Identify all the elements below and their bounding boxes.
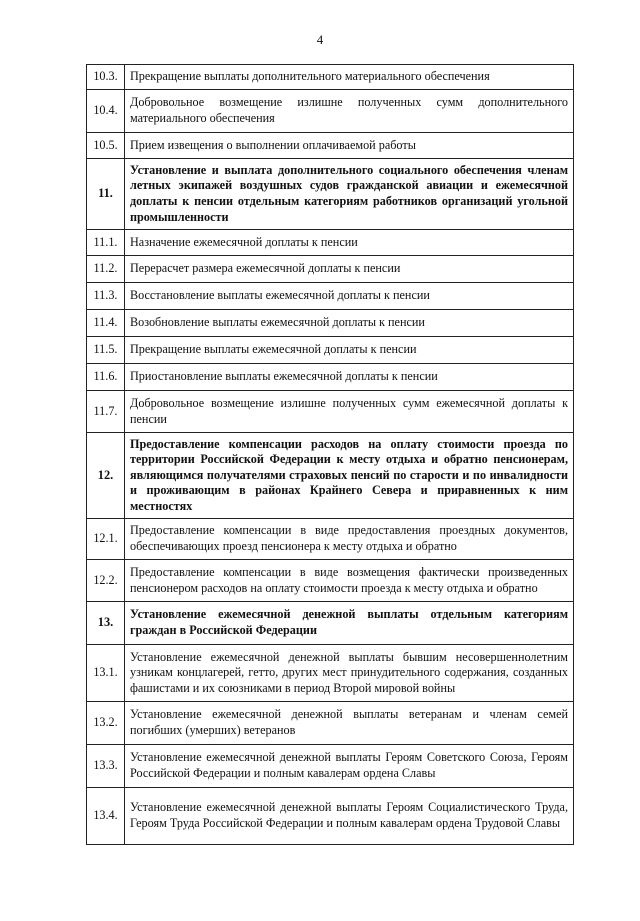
table-row xyxy=(87,364,574,391)
table-row xyxy=(87,560,574,602)
row-text: Назначение ежемесячной доплаты к пенсии xyxy=(125,230,574,256)
row-number: 13.3. xyxy=(87,745,125,788)
row-text: Прекращение выплаты ежемесячной доплаты к пенсии xyxy=(125,337,574,364)
table-row xyxy=(87,133,574,159)
row-text: Установление и выплата дополнительного социального обеспечения членам летных экипажей воздушных судов гражданской авиации и ежемесячной доплаты к пенсии отдельным категориям работников организаций угольной промышленности xyxy=(125,159,574,230)
table-row xyxy=(87,310,574,337)
table-row xyxy=(87,90,574,133)
row-number: 10.3. xyxy=(87,65,125,90)
row-text: Восстановление выплаты ежемесячной доплаты к пенсии xyxy=(125,283,574,310)
page-number: 4 xyxy=(316,32,324,47)
row-number: 11.1. xyxy=(87,230,125,256)
section-row xyxy=(87,602,574,645)
row-text: Приостановление выплаты ежемесячной доплаты к пенсии xyxy=(125,364,574,391)
row-text: Установление ежемесячной денежной выплаты Героям Социалистического Труда, Героям Труда Российской Федерации и полным кавалерам ордена Трудовой Славы xyxy=(125,788,574,845)
row-text: Установление ежемесячной денежной выплаты бывшим несовершеннолетним узникам концлагерей, гетто, других мест принудительного содержания, созданных фашистами и их союзниками в период Второй мировой войны xyxy=(125,645,574,702)
table-row xyxy=(87,519,574,560)
row-number: 13.2. xyxy=(87,702,125,745)
row-text: Прием извещения о выполнении оплачиваемой работы xyxy=(125,133,574,159)
row-text: Добровольное возмещение излишне полученных сумм дополнительного материального обеспечения xyxy=(125,90,574,133)
row-text: Предоставление компенсации в виде возмещения фактически произведенных пенсионером расходов на оплату стоимости проезда к месту отдыха и обратно xyxy=(125,560,574,602)
table-row xyxy=(87,337,574,364)
row-number: 11.3. xyxy=(87,283,125,310)
row-text: Добровольное возмещение излишне полученных сумм ежемесячной доплаты к пенсии xyxy=(125,391,574,433)
table-row xyxy=(87,645,574,702)
table-row xyxy=(87,391,574,433)
table-row xyxy=(87,230,574,256)
row-number: 12.1. xyxy=(87,519,125,560)
row-number: 11. xyxy=(87,159,125,230)
row-number: 10.5. xyxy=(87,133,125,159)
row-text: Возобновление выплаты ежемесячной доплаты к пенсии xyxy=(125,310,574,337)
table-row xyxy=(87,65,574,90)
table-row xyxy=(87,788,574,845)
table-row xyxy=(87,745,574,788)
row-text: Предоставление компенсации расходов на оплату стоимости проезда по территории Российской Федерации к месту отдыха и обратно пенсионерам, являющимся получателями страховых пенсий по старости и по инвалидности и проживающим в районах Крайнего Севера и приравненных к ним местностях xyxy=(125,433,574,519)
row-number: 11.5. xyxy=(87,337,125,364)
row-number: 11.6. xyxy=(87,364,125,391)
row-text: Прекращение выплаты дополнительного материального обеспечения xyxy=(125,65,574,90)
services-table xyxy=(86,64,574,845)
services-table-body xyxy=(87,65,574,845)
section-row xyxy=(87,159,574,230)
row-number: 11.7. xyxy=(87,391,125,433)
row-number: 11.2. xyxy=(87,256,125,283)
row-text: Установление ежемесячной денежной выплаты отдельным категориям граждан в Российской Федерации xyxy=(125,602,574,645)
table-row xyxy=(87,283,574,310)
row-number: 13.1. xyxy=(87,645,125,702)
row-text: Предоставление компенсации в виде предоставления проездных документов, обеспечивающих проезд пенсионера к месту отдыха и обратно xyxy=(125,519,574,560)
row-number: 13.4. xyxy=(87,788,125,845)
section-row xyxy=(87,433,574,519)
row-text: Установление ежемесячной денежной выплаты ветеранам и членам семей погибших (умерших) ветеранов xyxy=(125,702,574,745)
row-number: 11.4. xyxy=(87,310,125,337)
table-row xyxy=(87,702,574,745)
table-row xyxy=(87,256,574,283)
row-number: 13. xyxy=(87,602,125,645)
row-number: 10.4. xyxy=(87,90,125,133)
row-text: Установление ежемесячной денежной выплаты Героям Советского Союза, Героям Российской Федерации и полным кавалерам ордена Славы xyxy=(125,745,574,788)
row-number: 12. xyxy=(87,433,125,519)
row-number: 12.2. xyxy=(87,560,125,602)
row-text: Перерасчет размера ежемесячной доплаты к пенсии xyxy=(125,256,574,283)
